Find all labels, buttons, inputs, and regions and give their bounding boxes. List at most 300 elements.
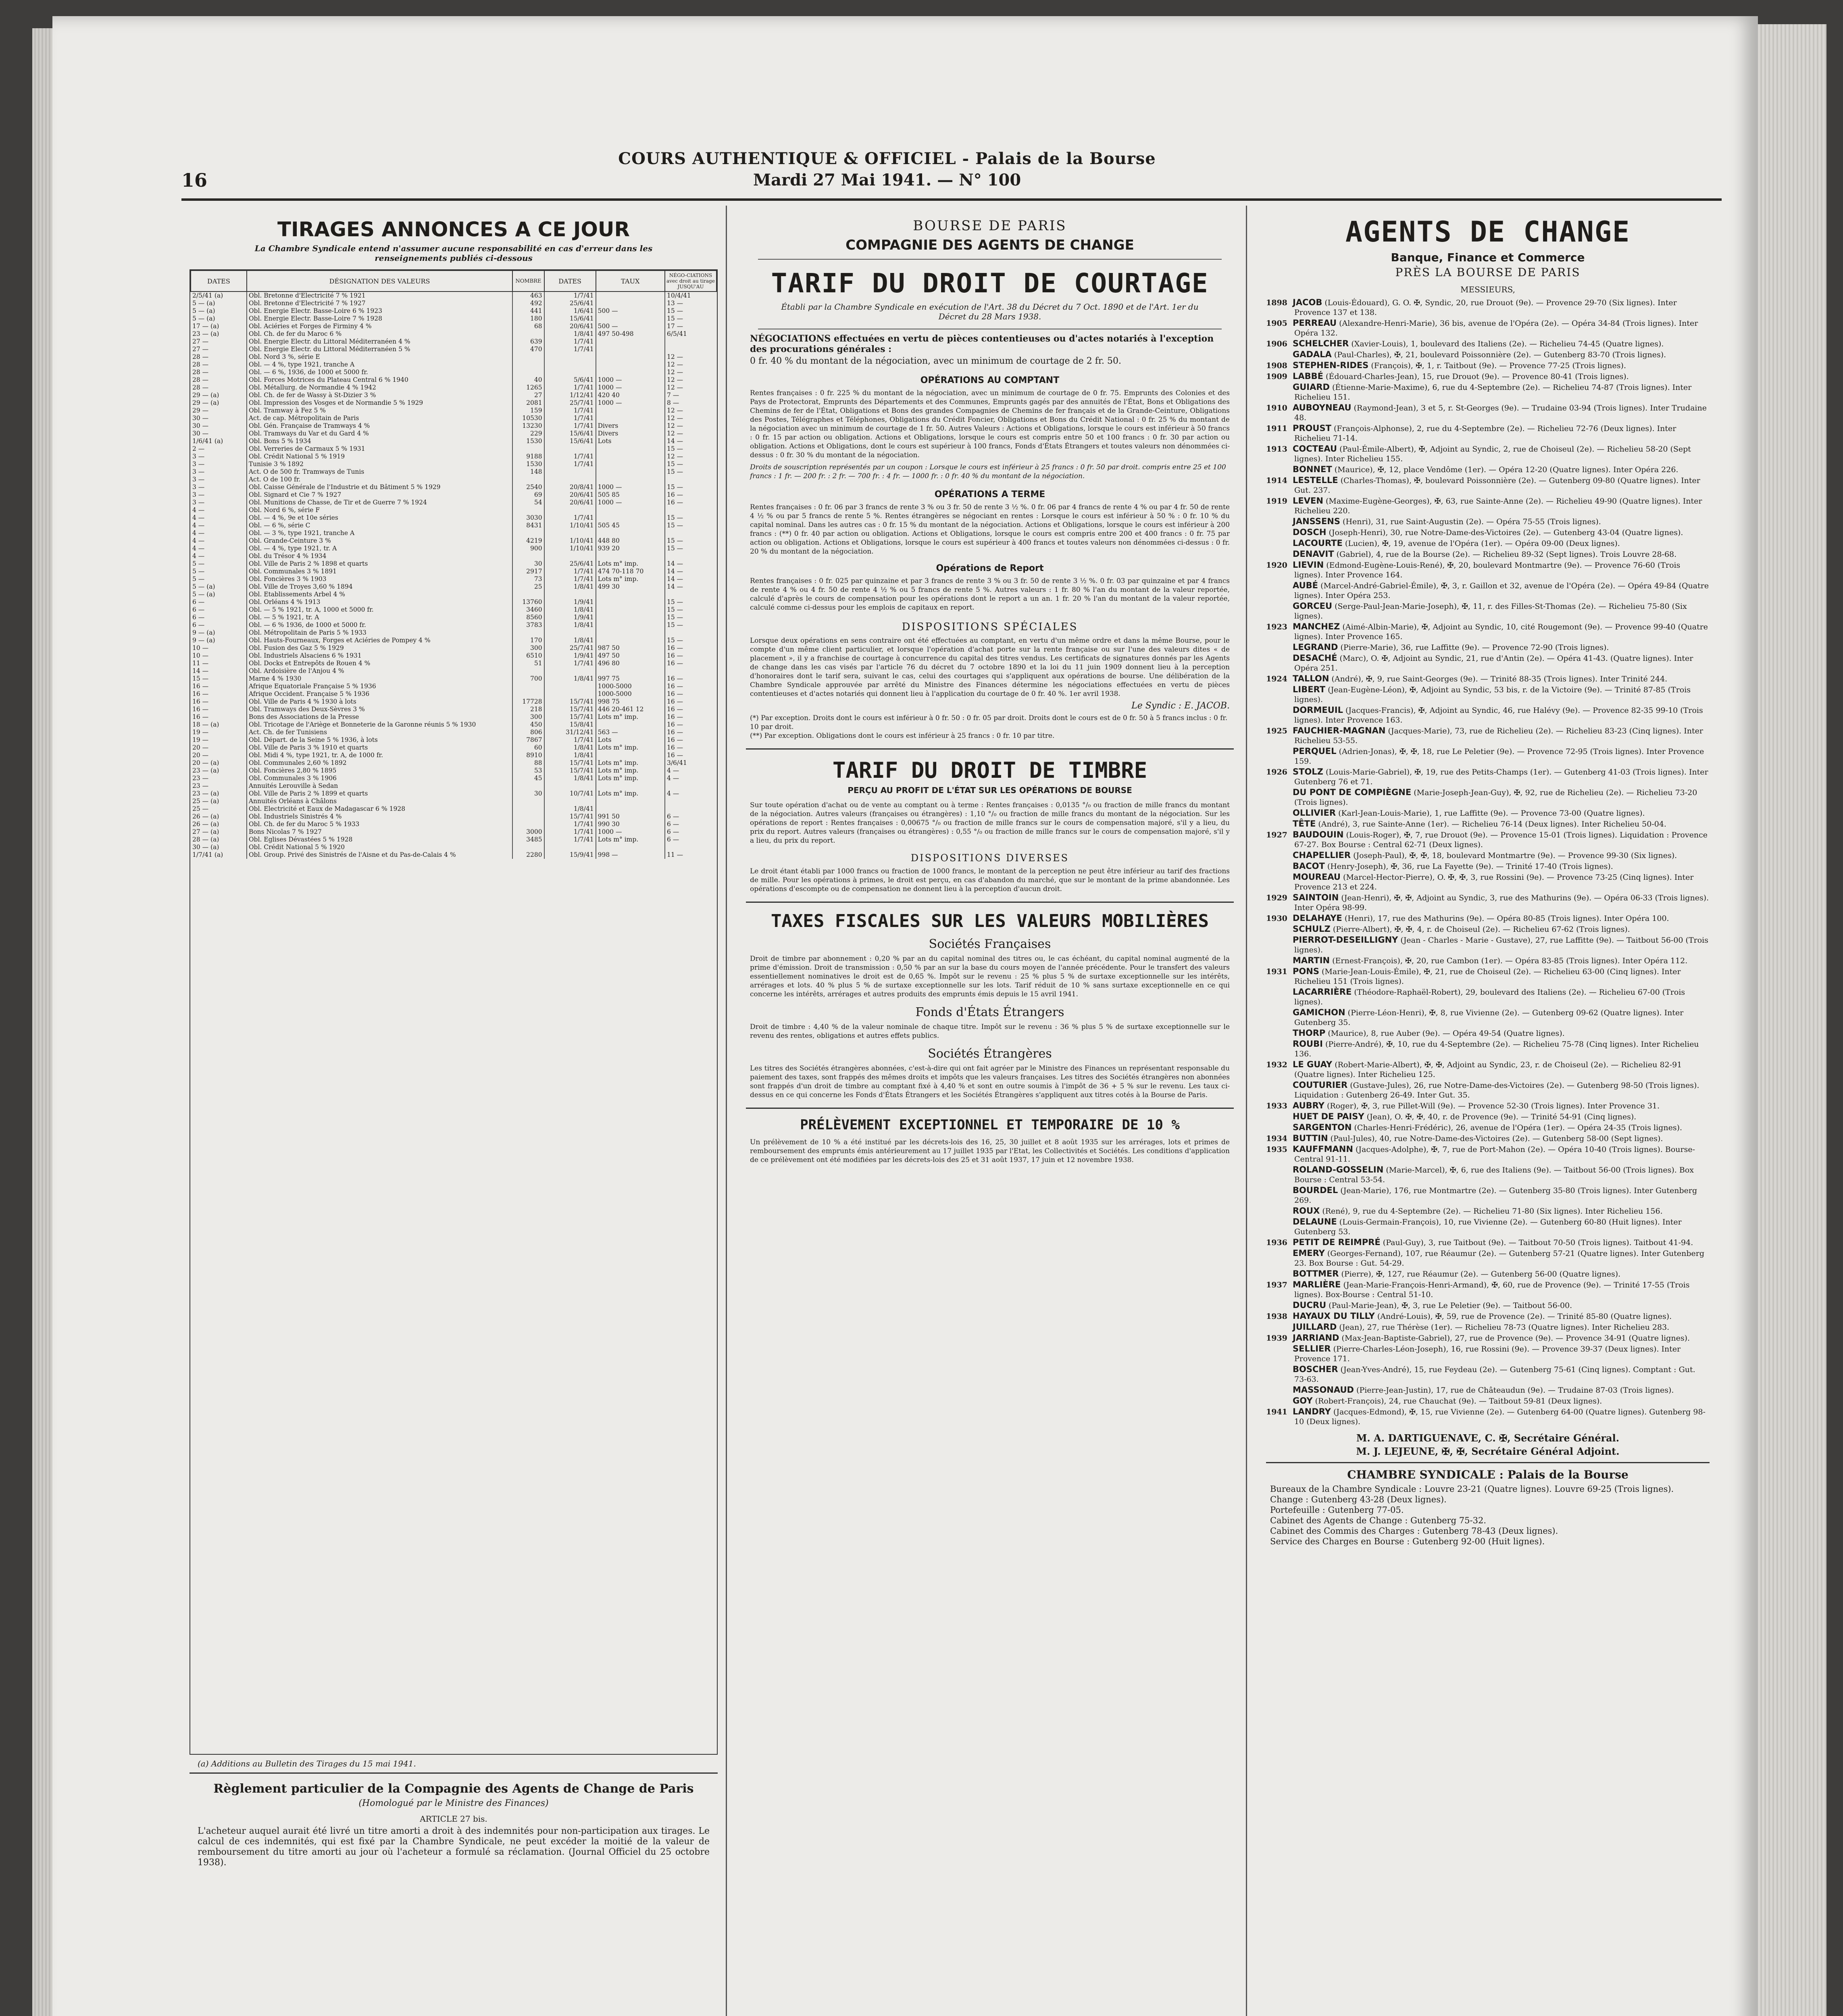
tirages-table bbox=[190, 270, 717, 859]
row-date: 5 — (a) bbox=[192, 583, 215, 590]
agent-entry bbox=[1266, 819, 1710, 829]
row-negociation: 16 — bbox=[665, 683, 716, 690]
row-date: 27 — bbox=[192, 338, 209, 345]
row-nombre: 13760 bbox=[512, 598, 544, 606]
row-designation: Obl. Foncières 2,80 % 1895 bbox=[247, 767, 512, 775]
table-row bbox=[191, 376, 716, 384]
row-date: 5 — bbox=[192, 568, 205, 575]
row-remb-date bbox=[544, 629, 596, 637]
row-remb-date: 1/7/41 bbox=[544, 575, 596, 583]
row-date: 29 — (a) bbox=[192, 399, 219, 406]
agent-year: 1919 bbox=[1266, 497, 1287, 506]
agent-details: (Henry-Joseph), ✠, 36, rue La Fayette (9e). — Trinité 17-40 (Trois lignes). bbox=[1327, 862, 1613, 871]
row-designation: Obl. Ville de Paris 2 % 1898 et quarts bbox=[247, 560, 512, 568]
agent-name: DESACHÉ bbox=[1293, 653, 1337, 663]
row-nombre: 3460 bbox=[512, 606, 544, 614]
agent-name: DOSCH bbox=[1293, 527, 1327, 537]
agent-name: PETIT DE REIMPRÉ bbox=[1293, 1237, 1381, 1247]
chambre-line: Portefeuille : Gutenberg 77-05. bbox=[1270, 1505, 1404, 1515]
row-nombre: 9188 bbox=[512, 453, 544, 460]
table-row bbox=[191, 514, 716, 522]
soc-etrangeres-heading: Sociétés Étrangères bbox=[928, 1047, 1052, 1061]
row-taux bbox=[596, 346, 665, 353]
secretaire-general: M. A. DARTIGUENAVE, C. ✠, Secrétaire Général. bbox=[1356, 1432, 1620, 1444]
dispositions-diverses-heading: DISPOSITIONS DIVERSES bbox=[910, 852, 1069, 864]
agent-details: (Robert-François), 24, rue Chauchat (9e). — Taitbout 59-81 (Deux lignes). bbox=[1315, 1397, 1602, 1406]
table-row bbox=[191, 583, 716, 591]
row-remb-date: 25/7/41 bbox=[544, 399, 596, 407]
agent-year: 1920 bbox=[1266, 561, 1287, 570]
timbre-title: TARIF DU DROIT DE TIMBRE bbox=[832, 758, 1147, 783]
ops-comptant-heading: OPÉRATIONS AU COMPTANT bbox=[920, 375, 1060, 385]
row-taux bbox=[596, 843, 665, 851]
row-nombre: 25 bbox=[512, 583, 544, 591]
dispositions-diverses-text: Le droit étant établi par 1000 francs ou fraction de 1000 francs, le montant de la perception ne peut être inférieur au tarif des fractions de mille. Pour les opérations à primes, le droit est perçu, en cas d'abandon du marché, que sur le montant de la prime abandonnée. Les opérations d'escompte ou de compensation ne donnent lieu à la perception d'aucun droit. bbox=[750, 867, 1230, 893]
chambre-line: Bureaux de la Chambre Syndicale : Louvre 23-21 (Quatre lignes). Louvre 69-25 (Trois lignes). bbox=[1270, 1484, 1674, 1494]
row-date: 11 — bbox=[192, 660, 209, 667]
agent-name: FAUCHIER-MAGNAN bbox=[1293, 726, 1386, 735]
dispositions-text: Lorsque deux opérations en sens contraire ont été effectuées au comptant, en vertu d'un même ordre et dans la même Bourse, pour le compte d'un même client particulier, et lorsque l'opération d'achat porte sur la rente française ou sur l'une des valeurs dites « de placement », il y a franchise de courtage à concurrence du capital des titres vendus. Les certificats de signatures donnés par les Agents de change dans les cas visés par l'article 76 du décret du 7 octobre 1890 et la loi du 11 juin 1909 donnent lieu à la perception d'honoraires dont le tarif sera, suivant le cas, celui des courtages qui s'appliquent aux opérations de bourse. Une délibération de la Chambre Syndicale approuvée par arrêté du Ministre des Finances détermine les négociations effectuées en vertu de pièces contentieuses et d'actes notariés qui donnent lieu à l'application du courtage de 0 fr. 40 %. 1er avril 1938. bbox=[750, 637, 1230, 698]
row-nombre: 218 bbox=[512, 706, 544, 713]
row-taux bbox=[596, 338, 665, 346]
agent-details: (Marcel-Hector-Pierre), O. ✠, ✠, 3, rue Rossini (9e). — Provence 73-25 (Cinq lignes). Inter Provence 213 et 224. bbox=[1294, 873, 1694, 891]
table-row bbox=[191, 798, 716, 805]
agent-entry bbox=[1266, 360, 1710, 371]
agent-entry bbox=[1266, 350, 1710, 360]
agent-details: (Louis-Roger), ✠, 7, rue Drouot (9e). — Provence 15-01 (Trois lignes). Liquidation : Provence 67-27. Box Bourse : Central 62-71 (Deux lignes). bbox=[1294, 831, 1708, 849]
agent-name: PERREAU bbox=[1293, 318, 1337, 328]
row-date: 26 — (a) bbox=[192, 813, 219, 820]
taxes-title: TAXES FISCALES SUR LES VALEURS MOBILIÈRES bbox=[771, 911, 1209, 931]
agent-entry bbox=[1266, 1237, 1710, 1248]
row-date: 9 — (a) bbox=[192, 629, 215, 636]
row-nombre: 4219 bbox=[512, 537, 544, 545]
row-taux bbox=[596, 667, 665, 675]
row-nombre: 54 bbox=[512, 499, 544, 506]
agent-name: BOURDEL bbox=[1293, 1185, 1338, 1195]
exception-note-2: (**) Par exception. Obligations dont le cours est inférieur à 25 francs : 0 fr. 10 par titre. bbox=[750, 732, 1055, 740]
table-row bbox=[191, 667, 716, 675]
row-designation: Obl. Nord 3 %, série E bbox=[247, 353, 512, 361]
row-date: 23 — (a) bbox=[192, 790, 219, 797]
row-nombre: 30 bbox=[512, 560, 544, 568]
agent-details: (Paul-Émile-Albert), ✠, Adjoint au Syndic, 2, rue de Choiseul (2e). — Richelieu 58-20 (Sept lignes). Inter Richelieu 155. bbox=[1294, 445, 1691, 463]
agent-details: (Jacques-Adolphe), ✠, 7, rue de Port-Mahon (2e). — Opéra 10-40 (Trois lignes). Bourse-Central 91-11. bbox=[1294, 1145, 1695, 1164]
table-row bbox=[191, 491, 716, 499]
agent-name: LABBÉ bbox=[1293, 371, 1323, 381]
agent-entry bbox=[1266, 746, 1710, 766]
row-nombre: 30 bbox=[512, 790, 544, 798]
agent-entry bbox=[1266, 1280, 1710, 1300]
row-negociation bbox=[665, 782, 716, 790]
agent-name: LIBERT bbox=[1293, 685, 1326, 694]
row-remb-date: 1/7/41 bbox=[544, 821, 596, 828]
table-row bbox=[191, 652, 716, 660]
row-nombre: 492 bbox=[512, 300, 544, 307]
row-designation: Obl. Crédit National 5 % 1920 bbox=[247, 843, 512, 851]
row-designation: Obl. Tramways des Deux-Sèvres 3 % bbox=[247, 706, 512, 713]
agent-entry bbox=[1266, 371, 1710, 381]
row-negociation: 14 — bbox=[665, 575, 716, 583]
row-nombre: 229 bbox=[512, 430, 544, 437]
agent-details: (Marcel-André-Gabriel-Émile), ✠, 3, r. Gaillon et 32, avenue de l'Opéra (2e). — Opéra 49-84 (Quatre lignes). Inter Opéra 253. bbox=[1294, 581, 1709, 600]
row-taux: 1000 — bbox=[596, 499, 665, 506]
row-date: 2 — bbox=[192, 445, 205, 452]
agent-details: (Lucien), ✠, 19, avenue de l'Opéra (1er). — Opéra 09-00 (Deux lignes). bbox=[1345, 539, 1620, 548]
row-nombre: 88 bbox=[512, 759, 544, 767]
row-negociation: 15 — bbox=[665, 545, 716, 552]
agent-entry bbox=[1266, 685, 1710, 704]
agent-name: BUTTIN bbox=[1293, 1133, 1328, 1143]
row-nombre bbox=[512, 353, 544, 361]
row-date: 28 — bbox=[192, 361, 209, 368]
row-nombre bbox=[512, 782, 544, 790]
table-row bbox=[191, 460, 716, 468]
row-nombre bbox=[512, 813, 544, 821]
col-header-negociations: NÉGO-CIATIONS avec droit au tirage JUSQU'AU bbox=[665, 271, 716, 292]
row-designation: Obl. Ardoisière de l'Anjou 4 % bbox=[247, 667, 512, 675]
table-row bbox=[191, 736, 716, 744]
row-negociation: 15 — bbox=[665, 606, 716, 614]
row-designation: Obl. — 4 %, type 1921, tr. A bbox=[247, 545, 512, 552]
row-taux: 446 20-461 12 bbox=[596, 706, 665, 713]
row-remb-date: 31/12/41 bbox=[544, 729, 596, 736]
agent-details: (Adrien-Jonas), ✠, ✠, 18, rue Le Peletier (9e). — Provence 72-95 (Trois lignes). Inter Provence 159. bbox=[1294, 747, 1704, 766]
row-remb-date: 15/6/41 bbox=[544, 430, 596, 437]
row-remb-date: 1/10/41 bbox=[544, 522, 596, 529]
row-remb-date bbox=[544, 690, 596, 698]
row-taux: 496 80 bbox=[596, 660, 665, 667]
agent-details: (Marie-Joseph-Jean-Guy), ✠, 92, rue de Richelieu (2e). — Richelieu 73-20 (Trois lignes). bbox=[1294, 788, 1697, 807]
row-date: 9 — (a) bbox=[192, 637, 215, 644]
row-taux: 497 50-498 bbox=[596, 330, 665, 338]
agent-details: (Aimé-Albin-Marie), ✠, Adjoint au Syndic, 10, cité Rougemont (9e). — Provence 99-40 (Quatre lignes). Inter Provence 165. bbox=[1294, 623, 1708, 641]
row-taux bbox=[596, 782, 665, 790]
row-negociation: 14 — bbox=[665, 568, 716, 575]
agent-details: (Jacques-Edmond), ✠, 15, rue Vivienne (2e). — Gutenberg 64-00 (Quatre lignes). Gutenberg 98-10 (Deux lignes). bbox=[1294, 1408, 1706, 1426]
row-nombre: 470 bbox=[512, 346, 544, 353]
agent-name: GAMICHON bbox=[1293, 1008, 1345, 1017]
row-negociation: 16 — bbox=[665, 690, 716, 698]
row-date: 20 — (a) bbox=[192, 759, 219, 766]
agent-year: 1934 bbox=[1266, 1134, 1287, 1143]
row-nombre: 60 bbox=[512, 744, 544, 752]
row-date: 3 — bbox=[192, 476, 205, 483]
agent-entry bbox=[1266, 808, 1710, 818]
agent-year: 1939 bbox=[1266, 1334, 1287, 1343]
row-negociation: 15 — bbox=[665, 445, 716, 453]
chambre-title: CHAMBRE SYNDICALE : Palais de la Bourse bbox=[1347, 1468, 1629, 1481]
row-taux: 500 — bbox=[596, 307, 665, 315]
agent-entry bbox=[1266, 1269, 1710, 1279]
row-taux bbox=[596, 315, 665, 323]
agent-name: AUBRY bbox=[1293, 1101, 1324, 1110]
row-designation: Obl. — 3 %, type 1921, tranche A bbox=[247, 529, 512, 537]
row-designation: Obl. Ch. de fer du Maroc 6 % bbox=[247, 330, 512, 338]
row-date: 29 — bbox=[192, 407, 209, 414]
row-negociation: 6 — bbox=[665, 813, 716, 821]
timbre-subtitle: PERÇU AU PROFIT DE L'ÉTAT SUR LES OPÉRATIONS DE BOURSE bbox=[848, 785, 1132, 795]
table-row bbox=[191, 369, 716, 376]
row-date: 23 — bbox=[192, 775, 209, 782]
row-nombre: 7867 bbox=[512, 736, 544, 744]
row-nombre bbox=[512, 690, 544, 698]
agent-name: MASSONAUD bbox=[1293, 1385, 1354, 1395]
row-date: 1/7/41 (a) bbox=[192, 851, 223, 858]
row-designation: Obl. Fusion des Gaz 5 % 1929 bbox=[247, 644, 512, 652]
fonds-etrangers-text: Droit de timbre : 4,40 % de la valeur nominale de chaque titre. Impôt sur le revenu : 36 % plus 5 % de surtaxe exceptionnelle sur le revenu des rentes, obligations et autres effets publics. bbox=[750, 1023, 1230, 1040]
row-taux bbox=[596, 606, 665, 614]
row-date: 27 — (a) bbox=[192, 828, 219, 835]
agent-details: (Henri), 17, rue des Mathurins (9e). — Opéra 80-85 (Trois lignes). Inter Opéra 100. bbox=[1344, 914, 1669, 923]
agent-details: (Georges-Fernand), 107, rue Réaumur (2e). — Gutenberg 57-21 (Quatre lignes). Inter Gutenberg 23. Box Bourse : Gut. 54-29. bbox=[1294, 1249, 1705, 1268]
row-designation: Obl. Tricotage de l'Ariège et Bonneterie de la Garonne réunis 5 % 1930 bbox=[247, 721, 512, 729]
col-header-nombre: NOMBRE bbox=[512, 271, 544, 292]
row-remb-date: 1/7/41 bbox=[544, 292, 596, 300]
soc-francaises-heading: Sociétés Françaises bbox=[929, 937, 1051, 951]
agent-name: BACOT bbox=[1293, 861, 1325, 871]
row-nombre: 300 bbox=[512, 713, 544, 721]
row-taux bbox=[596, 453, 665, 460]
row-taux: 987 50 bbox=[596, 644, 665, 652]
row-taux: 939 20 bbox=[596, 545, 665, 552]
row-nombre: 1265 bbox=[512, 384, 544, 392]
agent-details: (Pierre), ✠, 127, rue Réaumur (2e). — Gutenberg 56-00 (Quatre lignes). bbox=[1341, 1270, 1621, 1279]
row-nombre: 180 bbox=[512, 315, 544, 323]
agent-details: (Xavier-Louis), 1, boulevard des Italiens (2e). — Richelieu 74-45 (Quatre lignes). bbox=[1351, 339, 1664, 348]
row-taux bbox=[596, 476, 665, 483]
agent-entry bbox=[1266, 935, 1710, 955]
row-designation: Annuités Orléans à Châlons bbox=[247, 798, 512, 805]
row-nombre: 170 bbox=[512, 637, 544, 644]
tirages-column bbox=[181, 206, 727, 2016]
row-taux bbox=[596, 621, 665, 629]
row-negociation: 16 — bbox=[665, 499, 716, 506]
row-remb-date: 1/7/41 bbox=[544, 514, 596, 522]
row-date: 18 — (a) bbox=[192, 721, 219, 728]
agent-name: LEVEN bbox=[1293, 496, 1323, 506]
row-taux bbox=[596, 445, 665, 453]
table-row bbox=[191, 407, 716, 414]
table-row bbox=[191, 683, 716, 690]
agent-name: MARTIN bbox=[1293, 956, 1330, 965]
agent-entry bbox=[1266, 1217, 1710, 1237]
row-taux bbox=[596, 614, 665, 621]
ops-comptant-text: Rentes françaises : 0 fr. 225 % du montant de la négociation, avec un minimum de courtage de 0 fr. 75. Emprunts des Colonies et des Pays de Protectorat, Emprunts des Départements et des Communes, Emprunts gagés par des annuités de l'État, Bons et Obligations des Chemins de fer de l'État, Obligations et Bons des grandes Compagnies de Chemins de fer français et de la Grande-Ceinture, Obligations des Postes, Télégraphes et Téléphones, Obligations du Crédit Foncier, Obligations et Bons du Crédit National : 0 fr. 25 % du montant de la négociation avec un minimum de courtage de 1 fr. 50. Autres Valeurs : Actions et Obligations, lorsque le cours est inférieur à 50 francs : 0 fr. 15 par action ou obligation. Actions et Obligations, lorsque le cours est compris entre 50 et 100 francs : 0 fr. 30 par action ou obligation. Actions et Obligations, dont le cours est supérieur à 100 francs, Fonds d'États Étrangers et toutes valeurs non dénommées ci-dessus : 0 fr. 30 % du montant de la négociation. bbox=[750, 389, 1230, 459]
row-taux: 997 75 bbox=[596, 675, 665, 683]
row-negociation: 16 — bbox=[665, 698, 716, 706]
row-negociation: 6 — bbox=[665, 836, 716, 843]
agent-year: 1906 bbox=[1266, 339, 1287, 348]
agent-details: (Maxime-Eugène-Georges), ✠, 63, rue Sainte-Anne (2e). — Richelieu 49-90 (Quatre lignes). Inter Richelieu 220. bbox=[1294, 497, 1702, 515]
agent-entry bbox=[1266, 1080, 1710, 1100]
row-date: 4 — bbox=[192, 506, 205, 514]
row-taux bbox=[596, 300, 665, 307]
agent-details: (Louis-Germain-François), 10, rue Vivienne (2e). — Gutenberg 60-80 (Huit lignes). Inter Gutenberg 53. bbox=[1294, 1218, 1682, 1236]
agent-details: (Jean-Marie-François-Henri-Armand), ✠, 60, rue de Provence (9e). — Trinité 17-55 (Trois lignes). Box-Bourse : Central 51-10. bbox=[1294, 1281, 1690, 1299]
row-designation: Obl. Métropolitain de Paris 5 % 1933 bbox=[247, 629, 512, 637]
agent-details: (Jacques-Marie), 73, rue de Richelieu (2e). — Richelieu 83-23 (Cinq lignes). Inter Richelieu 53-55. bbox=[1294, 727, 1703, 745]
row-negociation: 12 — bbox=[665, 414, 716, 422]
table-row bbox=[191, 713, 716, 721]
row-taux bbox=[596, 468, 665, 476]
row-taux: 998 — bbox=[596, 851, 665, 859]
row-taux bbox=[596, 506, 665, 514]
agent-entry bbox=[1266, 1311, 1710, 1321]
row-remb-date: 1/7/41 bbox=[544, 736, 596, 744]
agent-details: (Édouard-Charles-Jean), 15, rue Drouot (9e). — Provence 80-41 (Trois lignes). bbox=[1326, 372, 1629, 381]
row-nombre bbox=[512, 476, 544, 483]
row-nombre bbox=[512, 821, 544, 828]
agent-details: (Paul-Charles), ✠, 21, boulevard Poissonnière (2e). — Gutenberg 83-70 (Trois lignes). bbox=[1334, 350, 1666, 359]
row-remb-date: 1/7/41 bbox=[544, 660, 596, 667]
row-nombre: 159 bbox=[512, 407, 544, 414]
row-negociation: 16 — bbox=[665, 713, 716, 721]
agent-name: BOSCHER bbox=[1293, 1364, 1338, 1374]
page-header bbox=[403, 149, 1371, 190]
row-remb-date: 15/7/41 bbox=[544, 698, 596, 706]
row-nombre bbox=[512, 843, 544, 851]
row-remb-date: 1/7/41 bbox=[544, 422, 596, 430]
row-date: 4 — bbox=[192, 514, 205, 521]
agent-name: KAUFFMANN bbox=[1293, 1144, 1353, 1154]
row-remb-date: 1/8/41 bbox=[544, 606, 596, 614]
compagnie-title: COMPAGNIE DES AGENTS DE CHANGE bbox=[845, 237, 1134, 253]
row-taux: 1000 — bbox=[596, 483, 665, 491]
row-taux bbox=[596, 529, 665, 537]
row-date: 6 — bbox=[192, 598, 205, 606]
agent-name: HUET DE PAISY bbox=[1293, 1112, 1364, 1121]
row-nombre: 3485 bbox=[512, 836, 544, 843]
agent-entry bbox=[1266, 496, 1710, 516]
agent-entry bbox=[1266, 924, 1710, 934]
row-date: 5 — bbox=[192, 560, 205, 567]
row-taux bbox=[596, 798, 665, 805]
table-row bbox=[191, 690, 716, 698]
agent-entry bbox=[1266, 516, 1710, 527]
agent-details: (Robert-Marie-Albert), ✠, ✠, Adjoint au Syndic, 23, r. de Choiseul (2e). — Richelieu 82-91 (Quatre lignes). Inter Richelieu 125. bbox=[1294, 1060, 1682, 1079]
row-negociation bbox=[665, 629, 716, 637]
row-remb-date bbox=[544, 552, 596, 560]
agent-name: BOTTMER bbox=[1293, 1269, 1339, 1279]
row-negociation: 15 — bbox=[665, 537, 716, 545]
agents-list bbox=[1254, 294, 1722, 1427]
row-negociation bbox=[665, 346, 716, 353]
row-taux: 500 — bbox=[596, 323, 665, 330]
agent-details: (Max-Jean-Baptiste-Gabriel), 27, rue de Provence (9e). — Provence 34-91 (Quatre lignes). bbox=[1341, 1334, 1690, 1343]
row-nombre: 51 bbox=[512, 660, 544, 667]
row-date: 3 — bbox=[192, 453, 205, 460]
agent-name: ROLAND-GOSSELIN bbox=[1293, 1165, 1384, 1175]
agent-name: GORCEU bbox=[1293, 601, 1333, 611]
agent-year: 1932 bbox=[1266, 1060, 1287, 1069]
agent-entry bbox=[1266, 787, 1710, 807]
row-remb-date bbox=[544, 591, 596, 598]
row-taux bbox=[596, 805, 665, 813]
row-remb-date: 1/8/41 bbox=[544, 330, 596, 338]
row-date: 10 — bbox=[192, 644, 209, 652]
row-taux: 998 75 bbox=[596, 698, 665, 706]
agent-name: PONS bbox=[1293, 966, 1319, 976]
row-negociation: 15 — bbox=[665, 598, 716, 606]
row-taux: Lots m° imp. bbox=[596, 575, 665, 583]
courtage-title: TARIF DU DROIT DE COURTAGE bbox=[771, 268, 1209, 299]
agent-entry bbox=[1266, 1248, 1710, 1268]
row-nombre: 1530 bbox=[512, 437, 544, 445]
agents-title: AGENTS DE CHANGE bbox=[1345, 215, 1631, 248]
agent-year: 1923 bbox=[1266, 623, 1287, 631]
row-designation: Obl. — 5 % 1921, tr. A bbox=[247, 614, 512, 621]
agent-details: (Ernest-François), ✠, 20, rue Cambon (1er). — Opéra 83-85 (Trois lignes). Inter Opéra 112. bbox=[1332, 956, 1688, 965]
row-designation: Obl. Aciéries et Forges de Firminy 4 % bbox=[247, 323, 512, 330]
row-designation: Obl. — 6 %, 1936, de 1000 et 5000 fr. bbox=[247, 369, 512, 376]
row-remb-date bbox=[544, 667, 596, 675]
agent-details: (Roger), ✠, 3, rue Pillet-Will (9e). — Provence 52-30 (Trois lignes). Inter Provence 31. bbox=[1327, 1102, 1660, 1110]
row-negociation: 6 — bbox=[665, 821, 716, 828]
row-taux bbox=[596, 361, 665, 369]
table-row bbox=[191, 453, 716, 460]
agent-details: (Pierre-Léon-Henri), ✠, 8, rue Vivienne (2e). — Gutenberg 09-62 (Quatre lignes). Inter Gutenberg 35. bbox=[1294, 1008, 1684, 1027]
row-date: 3 — bbox=[192, 483, 205, 491]
agent-details: (Paul-Guy), 3, rue Taitbout (9e). — Taitbout 70-50 (Trois lignes). Taitbout 41-94. bbox=[1383, 1238, 1693, 1247]
row-designation: Obl. Communales 3 % 1906 bbox=[247, 775, 512, 782]
table-row bbox=[191, 598, 716, 606]
table-row bbox=[191, 614, 716, 621]
row-nombre: 68 bbox=[512, 323, 544, 330]
fonds-etrangers-heading: Fonds d'États Étrangers bbox=[915, 1005, 1064, 1019]
row-remb-date: 25/6/41 bbox=[544, 300, 596, 307]
row-taux bbox=[596, 637, 665, 644]
row-negociation: 13 — bbox=[665, 300, 716, 307]
row-nombre: 2081 bbox=[512, 399, 544, 407]
agent-details: (Jean), O. ✠, ✠, 40, r. de Provence (9e). — Trinité 54-91 (Cinq lignes). bbox=[1366, 1112, 1637, 1121]
row-negociation: 3/6/41 bbox=[665, 759, 716, 767]
table-row bbox=[191, 315, 716, 323]
row-negociation: 10/4/41 bbox=[665, 292, 716, 300]
reglement-article: ARTICLE 27 bis. bbox=[420, 1814, 487, 1824]
table-row bbox=[191, 660, 716, 667]
tirages-subtitle: La Chambre Syndicale entend n'assumer aucune responsabilité en cas d'erreur dans les renseignements publiés ci-dessous bbox=[254, 244, 653, 263]
row-taux: Divers bbox=[596, 430, 665, 437]
table-row bbox=[191, 790, 716, 798]
row-nombre: 53 bbox=[512, 767, 544, 775]
agent-name: MARLIÈRE bbox=[1293, 1280, 1341, 1289]
row-designation: Obl. Impression des Vosges et de Normandie 5 % 1929 bbox=[247, 399, 512, 407]
row-negociation: 16 — bbox=[665, 660, 716, 667]
agent-name: COUTURIER bbox=[1293, 1080, 1348, 1090]
agent-year: 1908 bbox=[1266, 361, 1287, 370]
syndic-signature: Le Syndic : E. JACOB. bbox=[1131, 701, 1230, 711]
row-taux: 505 45 bbox=[596, 522, 665, 529]
agent-name: AUBOYNEAU bbox=[1293, 403, 1352, 412]
row-negociation: 12 — bbox=[665, 407, 716, 414]
table-row bbox=[191, 644, 716, 652]
row-taux: 1000 — bbox=[596, 399, 665, 407]
agent-entry bbox=[1266, 653, 1710, 673]
row-negociation: 11 — bbox=[665, 851, 716, 859]
row-nombre bbox=[512, 552, 544, 560]
row-negociation bbox=[665, 667, 716, 675]
agent-year: 1924 bbox=[1266, 675, 1287, 683]
table-header-row bbox=[191, 271, 716, 292]
agent-name: LE GUAY bbox=[1293, 1060, 1333, 1069]
agent-details: (Paul-Marie-Jean), ✠, 3, rue Le Peletier (9e). — Taitbout 56-00. bbox=[1329, 1301, 1572, 1310]
agent-name: GUIARD bbox=[1293, 382, 1330, 392]
agent-entry bbox=[1266, 1385, 1710, 1395]
agent-year: 1927 bbox=[1266, 831, 1287, 839]
agent-entry bbox=[1266, 318, 1710, 338]
tarifs-column bbox=[734, 206, 1247, 2016]
